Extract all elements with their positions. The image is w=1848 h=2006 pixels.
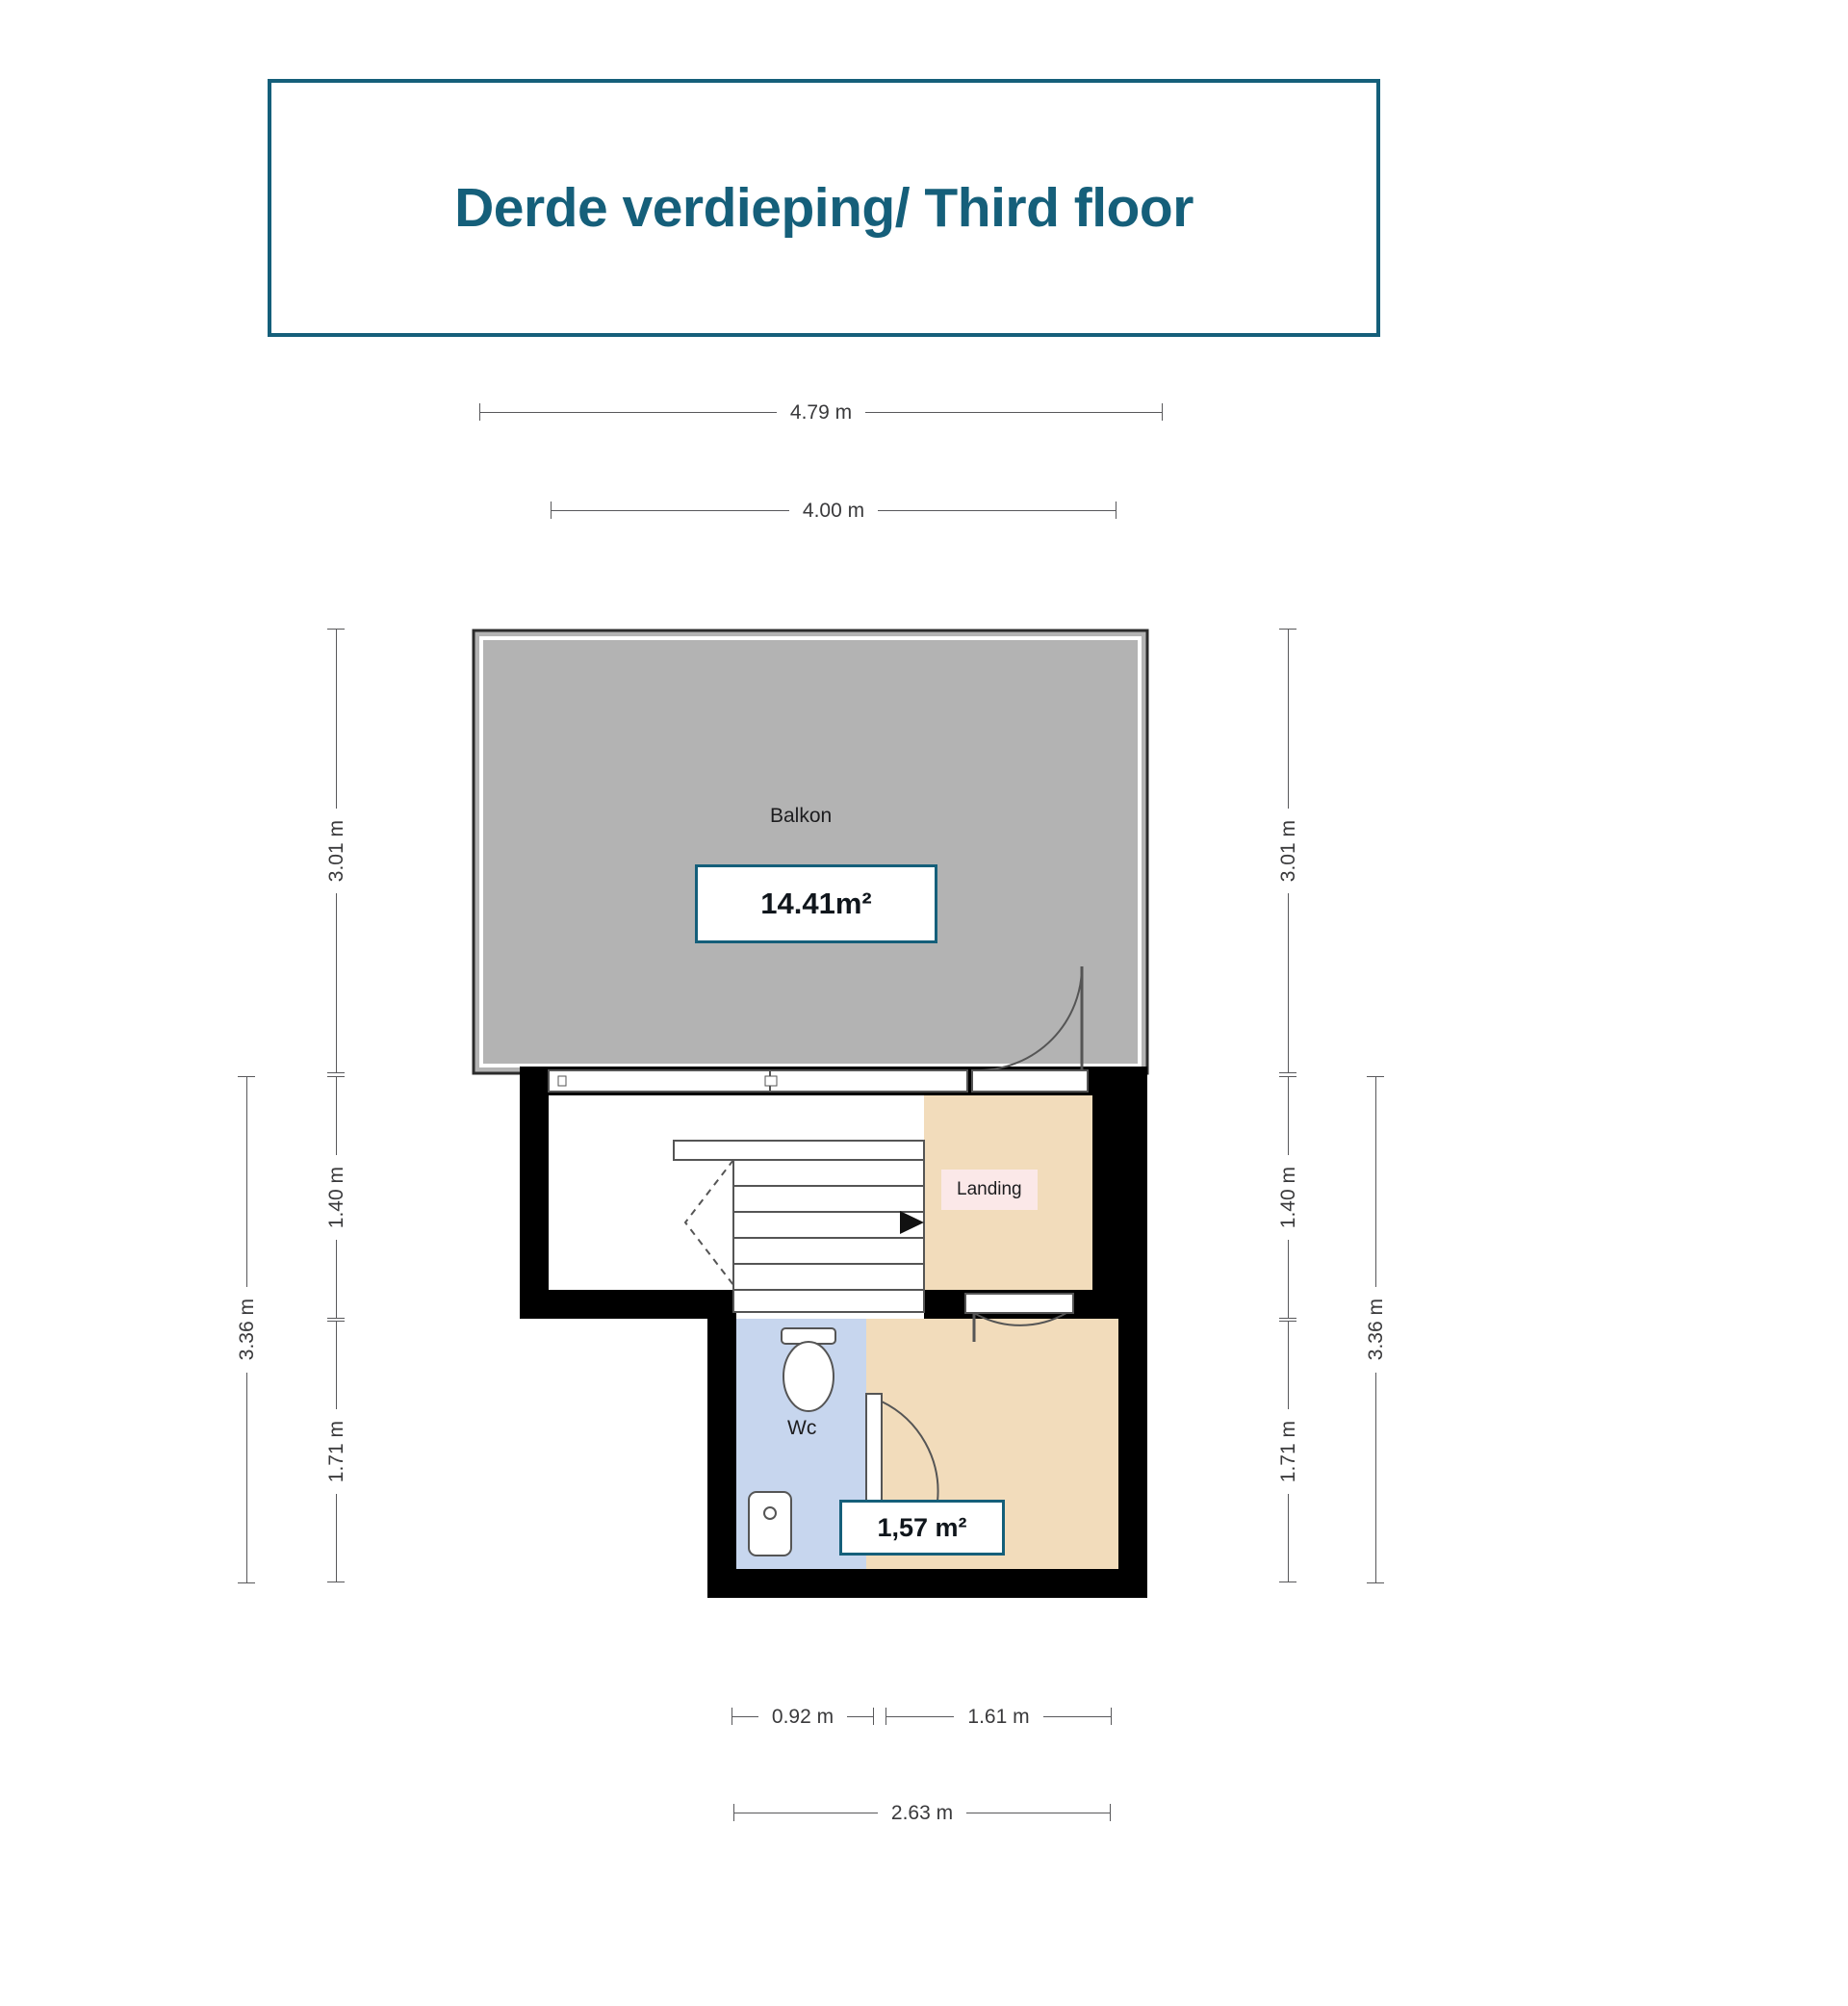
sink-fixture <box>749 1492 791 1556</box>
room-label-balkon: Balkon <box>770 805 833 827</box>
dimension-label: 3.01 m <box>324 819 347 883</box>
dimension-label: 1.71 m <box>1276 1420 1299 1483</box>
dimension-label: 0.92 m <box>771 1705 834 1728</box>
wall-left-upper <box>520 1067 549 1319</box>
wall-right-lower <box>1118 1290 1147 1598</box>
area-badge-balkon: 14.41m² <box>695 864 937 943</box>
area-badge-wc: 1,57 m² <box>839 1500 1005 1556</box>
balcony-sliding-door <box>549 1070 967 1092</box>
page-title: Derde verdieping/ Third floor <box>454 177 1194 239</box>
room-label-wc: Wc <box>787 1417 817 1439</box>
wall-mid-left <box>520 1290 712 1319</box>
wall-left-lower <box>707 1290 736 1598</box>
dimension-label: 1.40 m <box>324 1166 347 1229</box>
balcony-floor <box>474 630 1147 1073</box>
dimension-label: 3.01 m <box>1276 819 1299 883</box>
dimension-label: 2.63 m <box>890 1801 954 1824</box>
dimension-label: 1.40 m <box>1276 1166 1299 1229</box>
dimension-label: 4.79 m <box>789 400 853 424</box>
dimension-label: 1.61 m <box>967 1705 1030 1728</box>
toilet-fixture <box>782 1328 835 1411</box>
dimension-label: 3.36 m <box>235 1299 258 1361</box>
room-label-landing: Landing <box>941 1170 1038 1210</box>
dimension-label: 1.71 m <box>324 1420 347 1483</box>
dimension-label: 4.00 m <box>802 499 865 522</box>
wall-right-upper <box>1092 1067 1147 1319</box>
dimension-label: 3.36 m <box>1364 1299 1387 1361</box>
wall-bottom <box>707 1569 1147 1598</box>
